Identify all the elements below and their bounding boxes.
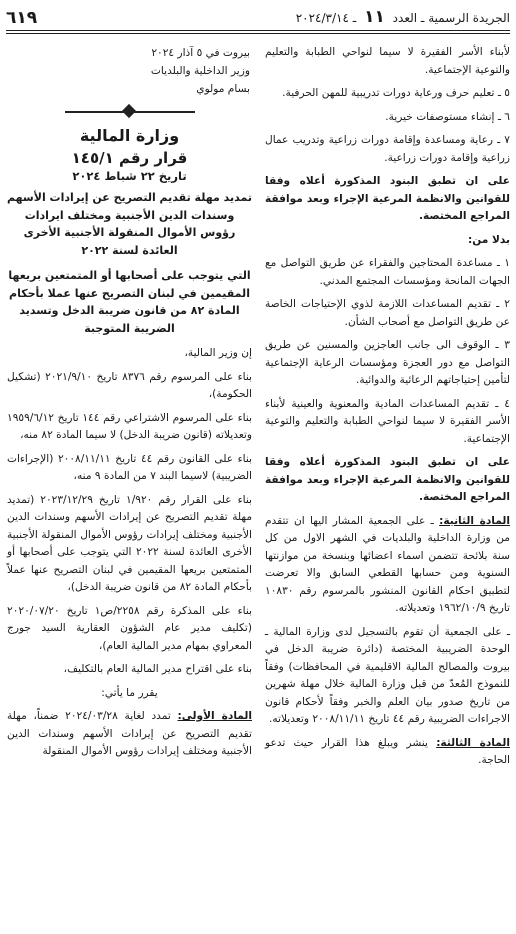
instead-of-heading: بدلا من: bbox=[467, 233, 510, 246]
paragraph: ٣ ـ الوقوف الى جانب العاجزين والمسنين عن طريق التواصل مع دور العجزة ومؤسسات الرعاية الإجتماعية لتأمين إحتياجاتهم الرعائية والدوائية. bbox=[265, 339, 510, 386]
article-one bbox=[7, 708, 252, 761]
preamble-line: بناء على المذكرة رقم ٢٢٥٨/ص١ تاريخ ٢٠٢٠/٠٧/٢٠ (تكليف مدير عام الشؤون العقارية السيد جورج المعراوي بمهام مدير المالية العام)، bbox=[7, 604, 252, 652]
signature-name: بسام مولوي bbox=[196, 83, 250, 95]
decision-number: قرار رقم ١٤٥/١ bbox=[71, 149, 188, 167]
article-three bbox=[265, 735, 510, 770]
left-column bbox=[7, 44, 252, 767]
right-column bbox=[265, 44, 510, 776]
paragraph: ـ على الجمعية أن تقوم بالتسجيل لدى وزارة المالية ـ الوحدة الضريبية المختصة (دائرة ضريبة الدخل في بيروت والمصالح المالية الاقليمية في المحافظات) وفقاً للنموذج المُعدّ من قبل وزارة المالية خلال مهلة شهرين من تاريخ صدور بيان العلم والخبر وفقاً لأحكام قانون الاجراءات الضريبية رقم ٤٤ تاريخ ٢٠٠٨/١١/١١ وتعديلاته. bbox=[265, 625, 510, 725]
signature-place-date: بيروت في ٥ آذار ٢٠٢٤ bbox=[151, 47, 250, 59]
gazette-name: الجريدة الرسمية ـ العدد bbox=[392, 11, 510, 25]
signature-block bbox=[7, 44, 252, 98]
decision-date: تاريخ ٢٢ شباط ٢٠٢٤ bbox=[72, 169, 187, 183]
decision-title: تمديد مهلة تقديم التصريح عن إيرادات الأسهم وسندات الدين الأجنبية ومختلف ايرادات رؤوس الأموال المنقولة الأجنبية الأخرى العائدة لسنة ٢٠٢٢ bbox=[7, 191, 252, 257]
preamble-line: إن وزير المالية، bbox=[184, 347, 252, 359]
decision-subtitle: التي يتوجب على أصحابها أو المتمتعين بريعها المقيمين في لبنان التصريح عنها عملا بأحكام المادة ٨٢ من قانون ضريبة الدخل وتسديد الضريبة المتوجبة bbox=[8, 269, 251, 335]
preamble-line: بناء على القانون رقم ٤٤ تاريخ ٢٠٠٨/١١/١١ (الإجراءات الضريبية) لاسيما البند ٧ من المادة ٩ منه، bbox=[7, 452, 252, 482]
article-text: ينشر ويبلغ هذا القرار حيث تدعو الحاجة. bbox=[265, 736, 510, 766]
page-number: ٦١٩ bbox=[6, 8, 38, 28]
preamble-line: بناء على اقتراح مدير المالية العام بالتكليف، bbox=[63, 663, 252, 675]
condition-clause: على ان تطبق البنود المذكورة أعلاه وفقا للقوانين والانظمة المرعية الإجراء وبعد موافقة المراجع المختصة. bbox=[265, 175, 510, 222]
ministry-heading: وزارة المالية bbox=[79, 126, 180, 145]
paragraph: ٥ ـ تعليم حرف ورعاية دورات تدريبية للمهن الحرفية. bbox=[282, 87, 510, 99]
header-gazette-info bbox=[296, 7, 510, 30]
preamble-line: بناء على القرار رقم ١/٩٢٠ تاريخ ٢٠٢٣/١٢/٢٩ (تمديد مهلة تقديم التصريح عن إيرادات الأسهم وسندات الدين الأجنبية ومختلف إيرادات رؤوس الأموال المنقولة الأجنبية الأخرى العائدة لسنة ٢٠٢٢ التي يتوجب على أصحابها أو المتمتعين بريعها المقيمين في لبنان التصريح عنها عملاً بأحكام المادة ٨٢ من قانون ضريبة الدخل)، bbox=[7, 493, 252, 593]
diamond-ornament-icon bbox=[121, 104, 135, 118]
article-text: تمدد لغاية ٢٠٢٤/٠٣/٢٨ ضمناً، مهلة تقديم التصريح عن إيرادات الأسهم وسندات الدين الأجنبية ومختلف إيرادات رؤوس الأموال المنقولة bbox=[7, 710, 252, 757]
paragraph: ٦ ـ إنشاء مستوصفات خيرية. bbox=[385, 110, 510, 123]
paragraph: ٢ ـ تقديم المساعدات اللازمة لذوي الإحتياجات الخاصة عن طريق التواصل مع أصحاب الشأن. bbox=[265, 298, 510, 328]
condition-clause: على ان تطبق البنود المذكورة أعلاه وفقا للقوانين والانظمة المرعية الإجراء وبعد موافقة المراجع المختصة. bbox=[265, 456, 510, 503]
section-divider bbox=[65, 106, 195, 118]
paragraph: ٤ ـ تقديم المساعدات المادية والمعنوية والعينية لأبناء الأسر الفقيرة لا سيما لنواحي الطبابة والتعليم والتوعية الإجتماعية. bbox=[265, 397, 510, 445]
preamble-line: بناء على المرسوم رقم ٨٣٧٦ تاريخ ٢٠٢١/٩/١٠ (تشكيل الحكومة)، bbox=[7, 370, 252, 400]
paragraph: ١ ـ مساعدة المحتاجين والفقراء عن طريق التواصل مع الجهات المانحة ومؤسسات المجتمع المدني. bbox=[265, 257, 510, 287]
article-two bbox=[265, 513, 510, 618]
issue-date: ـ ٢٠٢٤/٣/١٤ bbox=[295, 11, 357, 25]
paragraph: ٧ ـ رعاية ومساعدة وإقامة دورات زراعية وتدريب عمال زراعية وإقامة دورات زراعية. bbox=[265, 134, 510, 164]
page-header bbox=[6, 4, 510, 31]
issue-number: ١١ bbox=[364, 7, 385, 27]
article-label: المادة الثالثة: bbox=[436, 736, 510, 749]
article-label: المادة الأولى: bbox=[177, 710, 253, 722]
decides-line: يقرر ما يأتي: bbox=[101, 686, 158, 699]
paragraph: لأبناء الأسر الفقيرة لا سيما لنواحي الطبابة والتعليم والتوعية الإجتماعية. bbox=[265, 46, 510, 76]
preamble-line: بناء على المرسوم الاشتراعي رقم ١٤٤ تاريخ ١٩٥٩/٦/١٢ وتعديلاته (قانون ضريبة الدخل) لا سيما المادة ٨٢ منه، bbox=[7, 411, 252, 441]
signature-title: وزير الداخلية والبلديات bbox=[150, 65, 250, 77]
article-label: المادة الثانية: bbox=[439, 514, 510, 527]
article-text: ـ على الجمعية المشار اليها ان تتقدم من وزارة الداخلية والبلديات في الشهر الاول من كل سنة بلائحة تتضمن اسماء اعضائها وبنسخة من موازنتها السنوية ومن حسابها القطعي السابق والا تعرضت لتطبيق احكام القانون المنشور بالمرسوم رقم ١٠٨٣٠ تاريخ ١٩٦٢/١٠/٩ وتعديلاته. bbox=[265, 514, 510, 614]
